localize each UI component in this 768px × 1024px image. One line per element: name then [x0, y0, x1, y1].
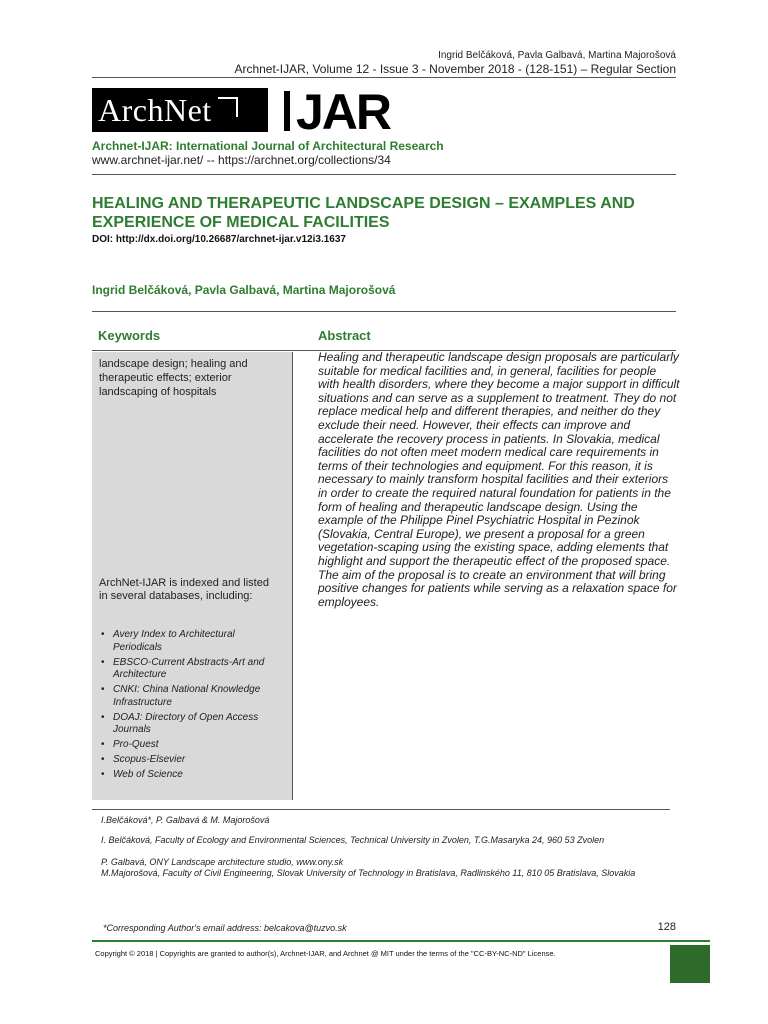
paper-doi[interactable]: DOI: http://dx.doi.org/10.26687/archnet-ijar.v12i3.1637	[92, 234, 346, 245]
running-header-issue: Archnet-IJAR, Volume 12 - Issue 3 - November 2018 - (128-151) – Regular Section	[234, 62, 676, 76]
column-divider	[292, 352, 293, 800]
abstract-heading: Abstract	[318, 328, 371, 343]
archnet-logo-text: ArchNet	[98, 92, 212, 128]
index-intro: ArchNet-IJAR is indexed and listed in several databases, including:	[99, 577, 269, 602]
affiliation-3: M.Majorošová, Faculty of Civil Engineering, Slovak University of Technology in Bratislava, Radlinského 11, 810 05 Bratislava, Slovakia	[101, 868, 636, 878]
ijar-logo	[284, 86, 390, 138]
footnote-rule	[92, 809, 670, 810]
list-item: • CNKI: China National Knowledge Infrastructure	[99, 684, 279, 709]
affiliation-2: P. Galbavá, ONY Landscape architecture studio, www.ony.sk	[101, 857, 344, 867]
keywords-heading: Keywords	[98, 328, 161, 343]
footer-rule	[92, 940, 710, 942]
paper-title: HEALING AND THERAPEUTIC LANDSCAPE DESIGN – EXAMPLES AND EXPERIENCE OF MEDICAL FACILITIES	[92, 195, 635, 231]
journal-name: Archnet-IJAR: International Journal of Architectural Research	[92, 139, 444, 153]
database-list	[99, 629, 279, 784]
list-item: • DOAJ: Directory of Open Access Journals	[99, 712, 279, 737]
affiliation-1: I. Belčáková, Faculty of Ecology and Environmental Sciences, Technical University in Zvolen, T.G.Masaryka 24, 960 53 Zvolen	[101, 835, 605, 845]
ijar-logo-text: JAR	[296, 84, 391, 140]
abstract-text: Healing and therapeutic landscape design proposals are particularly suitable for medical facilities and, in general, facilities for people with health disorders, where they become a major support in difficult situations and can serve as a supplement to treatment. They do not replace medical help and different therapies, and neither do they exclude their need. However, their effects can improve and accelerate the recovery process in patients. In Slovakia, medical facilities do not often meet modern medical care requirements in terms of their technologies and equipment. For this reason, it is necessary to mainly transform hospital facilities and their exteriors in order to create the required natural foundation for patients in the form of healing and therapeutic landscape design. Using the example of the Philippe Pinel Psychiatric Hospital in Pezinok (Slovakia, Central Europe), we present a proposal for a green vegetation-scaping using the existing space, adding elements that highlight and support the therapeutic effect of the proposed space. The aim of the proposal is to create an environment that will bring positive changes for patients while serving as a relaxation space for employees.	[318, 350, 680, 609]
archnet-logo	[92, 88, 268, 132]
list-item: • Scopus-Elsevier	[99, 754, 279, 767]
page-number: 128	[657, 921, 676, 933]
copyright-notice: Copyright © 2018 | Copyrights are granted to author(s), Archnet-IJAR, and Archnet @ MIT under the terms of the "CC-BY-NC-ND" License.	[95, 949, 556, 958]
list-item: • Avery Index to Architectural Periodicals	[99, 629, 279, 654]
footer-green-box	[670, 945, 710, 983]
journal-urls[interactable]: www.archnet-ijar.net/ -- https://archnet.org/collections/34	[92, 153, 391, 167]
ijar-logo-i-icon	[284, 91, 290, 131]
list-item: • Pro-Quest	[99, 739, 279, 752]
keywords-text: landscape design; healing and therapeutic effects; exterior landscaping of hospitals	[99, 358, 248, 398]
running-header-authors: Ingrid Belčáková, Pavla Galbavá, Martina Majorošová	[438, 50, 676, 61]
paper-authors: Ingrid Belčáková, Pavla Galbavá, Martina Majorošová	[92, 283, 396, 297]
list-item: • EBSCO-Current Abstracts-Art and Architecture	[99, 657, 279, 682]
archnet-logo-mark-icon	[218, 97, 238, 117]
authors-rule	[92, 311, 676, 312]
journal-rule	[92, 174, 676, 175]
footnote-authors: I.Belčáková*, P. Galbavá & M. Majorošová	[101, 815, 270, 825]
header-rule	[92, 77, 676, 78]
list-item: • Web of Science	[99, 769, 279, 782]
corresponding-author: *Corresponding Author's email address: belcakova@tuzvo.sk	[103, 923, 347, 933]
